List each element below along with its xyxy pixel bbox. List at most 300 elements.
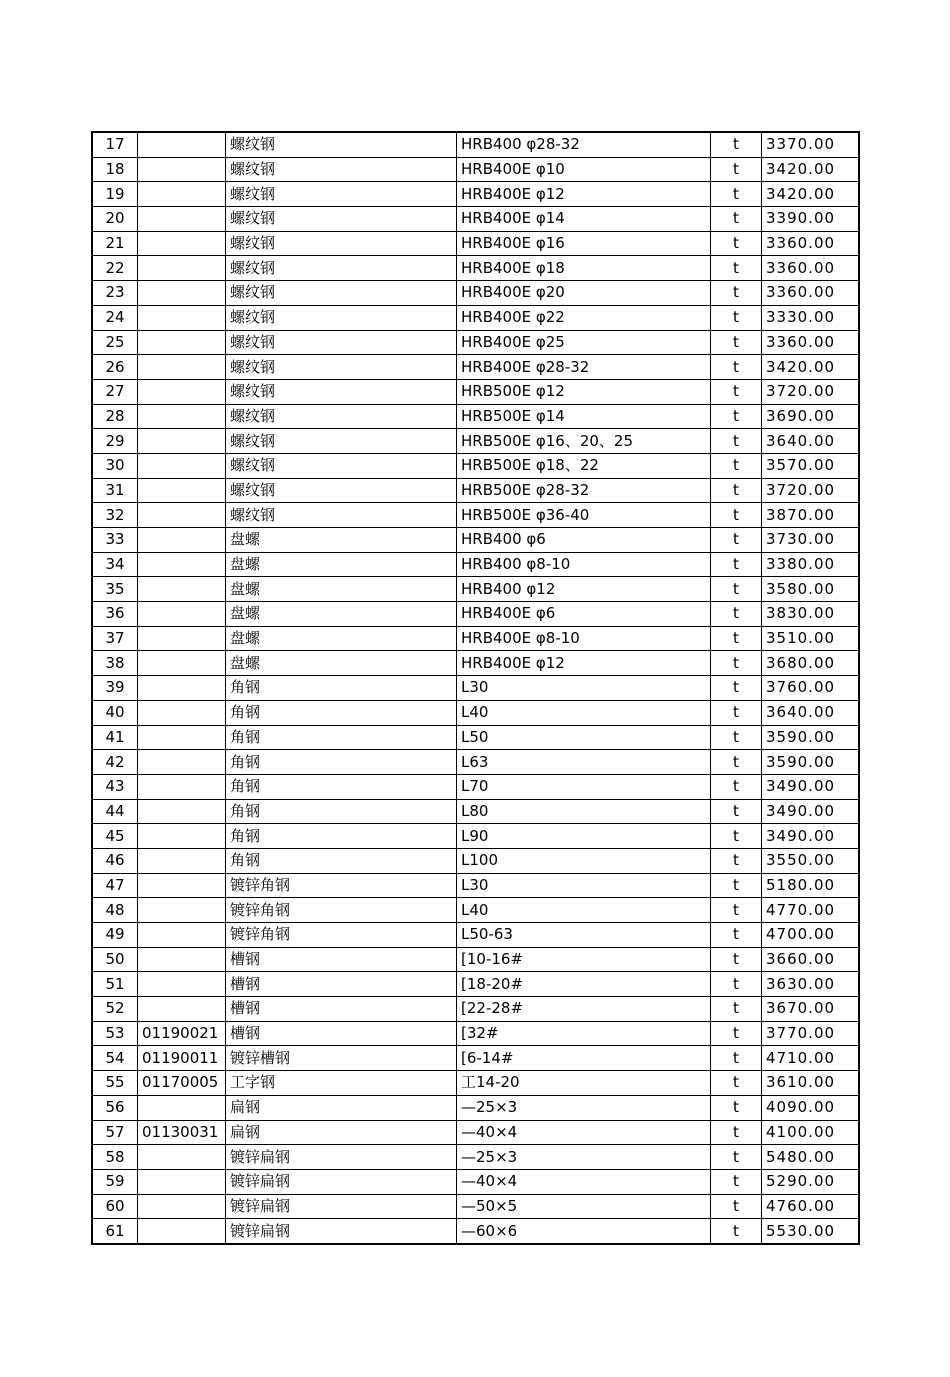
cell-code [138, 1169, 226, 1194]
table-row [92, 157, 859, 182]
cell-specification: HRB400E φ12 [457, 651, 711, 676]
cell-no: 49 [92, 923, 138, 948]
cell-unit: t [711, 305, 762, 330]
cell-specification: L63 [457, 750, 711, 775]
cell-material-name: 螺纹钢 [226, 231, 457, 256]
cell-code [138, 1145, 226, 1170]
cell-material-name: 螺纹钢 [226, 182, 457, 207]
cell-unit: t [711, 478, 762, 503]
cell-material-name: 角钢 [226, 676, 457, 701]
cell-material-name: 镀锌角钢 [226, 923, 457, 948]
cell-material-name: 螺纹钢 [226, 404, 457, 429]
cell-no: 22 [92, 256, 138, 281]
cell-unit: t [711, 1194, 762, 1219]
table-row [92, 799, 859, 824]
table-row [92, 923, 859, 948]
cell-unit: t [711, 1145, 762, 1170]
cell-no: 45 [92, 824, 138, 849]
table-row [92, 305, 859, 330]
cell-price: 3610.00 [762, 1071, 859, 1096]
cell-price: 3420.00 [762, 182, 859, 207]
cell-material-name: 角钢 [226, 750, 457, 775]
cell-unit: t [711, 182, 762, 207]
cell-specification: HRB500E φ14 [457, 404, 711, 429]
cell-price: 3680.00 [762, 651, 859, 676]
cell-price: 3420.00 [762, 355, 859, 380]
cell-specification: [18-20# [457, 972, 711, 997]
cell-no: 43 [92, 774, 138, 799]
cell-material-name: 螺纹钢 [226, 379, 457, 404]
cell-no: 28 [92, 404, 138, 429]
cell-no: 38 [92, 651, 138, 676]
cell-price: 5180.00 [762, 873, 859, 898]
cell-price: 3330.00 [762, 305, 859, 330]
cell-unit: t [711, 207, 762, 232]
cell-specification: HRB400E φ16 [457, 231, 711, 256]
cell-price: 5530.00 [762, 1219, 859, 1244]
cell-no: 46 [92, 848, 138, 873]
cell-specification: L30 [457, 676, 711, 701]
cell-no: 44 [92, 799, 138, 824]
table-row [92, 379, 859, 404]
cell-unit: t [711, 824, 762, 849]
cell-specification: [22-28# [457, 997, 711, 1022]
table-row [92, 355, 859, 380]
table-row [92, 626, 859, 651]
cell-unit: t [711, 750, 762, 775]
cell-no: 21 [92, 231, 138, 256]
cell-price: 4100.00 [762, 1120, 859, 1145]
cell-specification: [32# [457, 1021, 711, 1046]
cell-code [138, 602, 226, 627]
cell-specification: HRB400E φ28-32 [457, 355, 711, 380]
cell-material-name: 螺纹钢 [226, 305, 457, 330]
cell-price: 3690.00 [762, 404, 859, 429]
cell-code [138, 404, 226, 429]
cell-code [138, 453, 226, 478]
cell-price: 4090.00 [762, 1095, 859, 1120]
cell-material-name: 角钢 [226, 774, 457, 799]
cell-specification: HRB500E φ36-40 [457, 503, 711, 528]
cell-price: 3580.00 [762, 577, 859, 602]
cell-material-name: 角钢 [226, 848, 457, 873]
cell-no: 52 [92, 997, 138, 1022]
cell-code: 01170005 [138, 1071, 226, 1096]
cell-unit: t [711, 1120, 762, 1145]
cell-no: 51 [92, 972, 138, 997]
cell-code [138, 1194, 226, 1219]
table-row [92, 207, 859, 232]
cell-code [138, 157, 226, 182]
table-row [92, 997, 859, 1022]
cell-code [138, 330, 226, 355]
cell-code [138, 651, 226, 676]
cell-code [138, 281, 226, 306]
cell-price: 3640.00 [762, 429, 859, 454]
cell-price: 4700.00 [762, 923, 859, 948]
cell-material-name: 镀锌槽钢 [226, 1046, 457, 1071]
cell-code [138, 305, 226, 330]
cell-specification: HRB400E φ10 [457, 157, 711, 182]
cell-no: 60 [92, 1194, 138, 1219]
cell-material-name: 镀锌角钢 [226, 873, 457, 898]
cell-code [138, 256, 226, 281]
cell-code: 01190021 [138, 1021, 226, 1046]
cell-unit: t [711, 947, 762, 972]
table-row [92, 602, 859, 627]
cell-unit: t [711, 256, 762, 281]
table-row [92, 676, 859, 701]
cell-no: 18 [92, 157, 138, 182]
table-row [92, 1169, 859, 1194]
cell-no: 61 [92, 1219, 138, 1244]
cell-unit: t [711, 1071, 762, 1096]
cell-unit: t [711, 602, 762, 627]
cell-price: 4710.00 [762, 1046, 859, 1071]
cell-no: 57 [92, 1120, 138, 1145]
cell-specification: HRB400E φ12 [457, 182, 711, 207]
cell-specification: L50 [457, 725, 711, 750]
cell-material-name: 槽钢 [226, 1021, 457, 1046]
cell-price: 5480.00 [762, 1145, 859, 1170]
cell-unit: t [711, 799, 762, 824]
table-row [92, 725, 859, 750]
cell-material-name: 螺纹钢 [226, 207, 457, 232]
cell-specification: [10-16# [457, 947, 711, 972]
cell-unit: t [711, 1021, 762, 1046]
cell-material-name: 盘螺 [226, 626, 457, 651]
cell-material-name: 工字钢 [226, 1071, 457, 1096]
cell-price: 3590.00 [762, 725, 859, 750]
cell-unit: t [711, 700, 762, 725]
cell-price: 3760.00 [762, 676, 859, 701]
cell-no: 50 [92, 947, 138, 972]
cell-price: 3730.00 [762, 528, 859, 553]
cell-code [138, 750, 226, 775]
table-row [92, 552, 859, 577]
cell-code [138, 799, 226, 824]
cell-no: 32 [92, 503, 138, 528]
cell-price: 3550.00 [762, 848, 859, 873]
cell-price: 3870.00 [762, 503, 859, 528]
cell-no: 24 [92, 305, 138, 330]
cell-unit: t [711, 923, 762, 948]
cell-unit: t [711, 281, 762, 306]
cell-no: 36 [92, 602, 138, 627]
cell-unit: t [711, 873, 762, 898]
table-row [92, 231, 859, 256]
table-row [92, 898, 859, 923]
cell-no: 42 [92, 750, 138, 775]
cell-unit: t [711, 1046, 762, 1071]
cell-material-name: 镀锌扁钢 [226, 1145, 457, 1170]
cell-no: 27 [92, 379, 138, 404]
cell-unit: t [711, 626, 762, 651]
cell-code [138, 355, 226, 380]
cell-material-name: 螺纹钢 [226, 503, 457, 528]
cell-code [138, 626, 226, 651]
table-row [92, 1219, 859, 1244]
cell-specification: HRB400 φ28-32 [457, 132, 711, 157]
cell-no: 33 [92, 528, 138, 553]
cell-specification: —40×4 [457, 1169, 711, 1194]
cell-price: 3490.00 [762, 774, 859, 799]
cell-code [138, 923, 226, 948]
table-row [92, 972, 859, 997]
cell-unit: t [711, 404, 762, 429]
cell-no: 17 [92, 132, 138, 157]
cell-material-name: 盘螺 [226, 528, 457, 553]
cell-code [138, 552, 226, 577]
cell-specification: L70 [457, 774, 711, 799]
cell-code [138, 824, 226, 849]
cell-no: 53 [92, 1021, 138, 1046]
cell-unit: t [711, 1169, 762, 1194]
cell-unit: t [711, 676, 762, 701]
cell-code [138, 725, 226, 750]
table-row [92, 1120, 859, 1145]
cell-specification: L30 [457, 873, 711, 898]
cell-specification: HRB500E φ28-32 [457, 478, 711, 503]
cell-specification: HRB400E φ14 [457, 207, 711, 232]
cell-code [138, 898, 226, 923]
cell-code [138, 577, 226, 602]
cell-material-name: 螺纹钢 [226, 478, 457, 503]
table-row [92, 132, 859, 157]
cell-code [138, 972, 226, 997]
table-row [92, 1021, 859, 1046]
cell-unit: t [711, 552, 762, 577]
table-row [92, 774, 859, 799]
cell-code [138, 231, 226, 256]
cell-price: 3490.00 [762, 799, 859, 824]
cell-unit: t [711, 157, 762, 182]
table-row [92, 824, 859, 849]
cell-price: 3420.00 [762, 157, 859, 182]
cell-material-name: 螺纹钢 [226, 281, 457, 306]
cell-code [138, 379, 226, 404]
table-row [92, 453, 859, 478]
cell-price: 3370.00 [762, 132, 859, 157]
cell-material-name: 螺纹钢 [226, 256, 457, 281]
table-row [92, 577, 859, 602]
cell-specification: —25×3 [457, 1145, 711, 1170]
table-row [92, 429, 859, 454]
cell-specification: HRB400E φ6 [457, 602, 711, 627]
cell-specification: HRB400E φ20 [457, 281, 711, 306]
cell-specification: HRB400E φ25 [457, 330, 711, 355]
cell-specification: L50-63 [457, 923, 711, 948]
cell-code: 01190011 [138, 1046, 226, 1071]
cell-unit: t [711, 774, 762, 799]
cell-no: 47 [92, 873, 138, 898]
table-row [92, 848, 859, 873]
table-row [92, 651, 859, 676]
cell-code [138, 182, 226, 207]
cell-code [138, 503, 226, 528]
cell-specification: —50×5 [457, 1194, 711, 1219]
cell-code [138, 132, 226, 157]
cell-material-name: 槽钢 [226, 972, 457, 997]
cell-price: 3670.00 [762, 997, 859, 1022]
cell-specification: HRB400E φ8-10 [457, 626, 711, 651]
cell-price: 3720.00 [762, 379, 859, 404]
price-table [91, 131, 860, 1245]
cell-unit: t [711, 528, 762, 553]
cell-specification: HRB500E φ18、22 [457, 453, 711, 478]
cell-no: 30 [92, 453, 138, 478]
cell-price: 3360.00 [762, 281, 859, 306]
cell-specification: L40 [457, 898, 711, 923]
cell-unit: t [711, 725, 762, 750]
cell-unit: t [711, 429, 762, 454]
cell-material-name: 螺纹钢 [226, 453, 457, 478]
cell-price: 3360.00 [762, 256, 859, 281]
cell-no: 55 [92, 1071, 138, 1096]
cell-no: 34 [92, 552, 138, 577]
cell-price: 3590.00 [762, 750, 859, 775]
cell-unit: t [711, 132, 762, 157]
cell-material-name: 镀锌角钢 [226, 898, 457, 923]
cell-price: 3720.00 [762, 478, 859, 503]
cell-price: 3380.00 [762, 552, 859, 577]
cell-material-name: 螺纹钢 [226, 429, 457, 454]
cell-material-name: 盘螺 [226, 552, 457, 577]
cell-material-name: 镀锌扁钢 [226, 1219, 457, 1244]
cell-material-name: 螺纹钢 [226, 157, 457, 182]
table-row [92, 873, 859, 898]
cell-price: 5290.00 [762, 1169, 859, 1194]
table-row [92, 1046, 859, 1071]
cell-material-name: 镀锌扁钢 [226, 1194, 457, 1219]
cell-code: 01130031 [138, 1120, 226, 1145]
cell-specification: L100 [457, 848, 711, 873]
cell-code [138, 1095, 226, 1120]
cell-price: 3360.00 [762, 330, 859, 355]
cell-no: 25 [92, 330, 138, 355]
cell-no: 20 [92, 207, 138, 232]
cell-no: 58 [92, 1145, 138, 1170]
cell-price: 4770.00 [762, 898, 859, 923]
cell-no: 35 [92, 577, 138, 602]
table-row [92, 947, 859, 972]
table-row [92, 700, 859, 725]
cell-specification: [6-14# [457, 1046, 711, 1071]
table-row [92, 503, 859, 528]
cell-price: 3570.00 [762, 453, 859, 478]
cell-price: 3630.00 [762, 972, 859, 997]
cell-specification: HRB400E φ18 [457, 256, 711, 281]
table-row [92, 1194, 859, 1219]
cell-no: 23 [92, 281, 138, 306]
cell-material-name: 角钢 [226, 799, 457, 824]
cell-specification: —25×3 [457, 1095, 711, 1120]
cell-unit: t [711, 231, 762, 256]
cell-code [138, 429, 226, 454]
cell-unit: t [711, 1095, 762, 1120]
cell-specification: HRB400 φ6 [457, 528, 711, 553]
table-row [92, 1095, 859, 1120]
cell-no: 39 [92, 676, 138, 701]
cell-specification: HRB500E φ16、20、25 [457, 429, 711, 454]
cell-material-name: 螺纹钢 [226, 355, 457, 380]
cell-code [138, 873, 226, 898]
cell-price: 3360.00 [762, 231, 859, 256]
table-row [92, 1145, 859, 1170]
cell-code [138, 528, 226, 553]
cell-no: 56 [92, 1095, 138, 1120]
cell-unit: t [711, 330, 762, 355]
cell-specification: L90 [457, 824, 711, 849]
cell-specification: 工14-20 [457, 1071, 711, 1096]
cell-price: 3830.00 [762, 602, 859, 627]
cell-no: 54 [92, 1046, 138, 1071]
price-table-body [92, 132, 859, 1244]
cell-specification: —60×6 [457, 1219, 711, 1244]
table-row [92, 528, 859, 553]
cell-material-name: 槽钢 [226, 997, 457, 1022]
cell-no: 31 [92, 478, 138, 503]
cell-unit: t [711, 503, 762, 528]
table-row [92, 182, 859, 207]
cell-unit: t [711, 577, 762, 602]
cell-unit: t [711, 997, 762, 1022]
cell-code [138, 947, 226, 972]
table-row [92, 404, 859, 429]
cell-no: 48 [92, 898, 138, 923]
cell-code [138, 774, 226, 799]
cell-price: 3660.00 [762, 947, 859, 972]
cell-material-name: 扁钢 [226, 1120, 457, 1145]
cell-no: 26 [92, 355, 138, 380]
table-row [92, 256, 859, 281]
cell-material-name: 槽钢 [226, 947, 457, 972]
cell-no: 59 [92, 1169, 138, 1194]
cell-material-name: 螺纹钢 [226, 132, 457, 157]
table-row [92, 330, 859, 355]
table-row [92, 478, 859, 503]
cell-unit: t [711, 898, 762, 923]
cell-unit: t [711, 848, 762, 873]
cell-material-name: 镀锌扁钢 [226, 1169, 457, 1194]
cell-material-name: 角钢 [226, 824, 457, 849]
cell-price: 3770.00 [762, 1021, 859, 1046]
table-row [92, 1071, 859, 1096]
table-row [92, 750, 859, 775]
cell-specification: HRB400E φ22 [457, 305, 711, 330]
cell-specification: L80 [457, 799, 711, 824]
cell-material-name: 螺纹钢 [226, 330, 457, 355]
cell-unit: t [711, 651, 762, 676]
cell-price: 3640.00 [762, 700, 859, 725]
cell-unit: t [711, 453, 762, 478]
cell-code [138, 1219, 226, 1244]
cell-price: 3390.00 [762, 207, 859, 232]
cell-code [138, 207, 226, 232]
cell-code [138, 478, 226, 503]
cell-specification: —40×4 [457, 1120, 711, 1145]
cell-specification: HRB400 φ12 [457, 577, 711, 602]
cell-material-name: 盘螺 [226, 651, 457, 676]
cell-material-name: 角钢 [226, 725, 457, 750]
cell-no: 37 [92, 626, 138, 651]
cell-code [138, 997, 226, 1022]
cell-no: 29 [92, 429, 138, 454]
cell-price: 4760.00 [762, 1194, 859, 1219]
cell-code [138, 700, 226, 725]
cell-material-name: 角钢 [226, 700, 457, 725]
cell-material-name: 扁钢 [226, 1095, 457, 1120]
